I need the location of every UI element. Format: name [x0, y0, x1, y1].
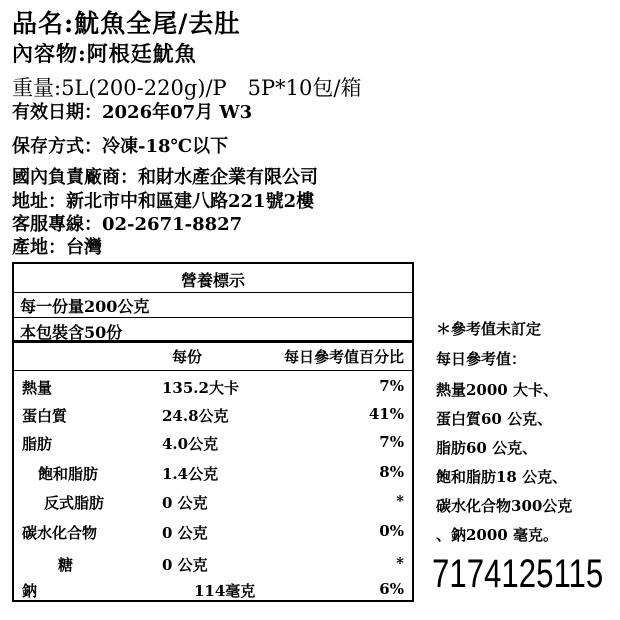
product-name: 品名:魷魚全尾/去肚: [12, 9, 241, 38]
nutrient-amount: 0 公克: [162, 556, 208, 574]
customer-hotline: 客服專線：02-2671-8827: [12, 214, 243, 235]
nutrient-row: [14, 405, 412, 429]
divider: [14, 340, 412, 343]
divider: [14, 370, 412, 371]
col-per-serving: 每份: [172, 348, 203, 366]
nutrient-name: 反式脂肪: [44, 494, 105, 512]
nutrient-pct: 7%: [379, 377, 404, 395]
nutrient-row: [14, 580, 412, 604]
nutrient-name: 飽和脂肪: [38, 465, 99, 483]
servings-per-pack: 本包裝含50份: [20, 323, 123, 342]
nutrient-row: [14, 554, 412, 578]
col-daily-pct: 每日參考值百分比: [283, 348, 404, 366]
nutrient-name: 脂肪: [22, 435, 53, 453]
nutrient-amount: 114毫克: [194, 582, 256, 600]
nutrient-pct: 6%: [379, 580, 404, 598]
product-code: 7174125115: [432, 552, 604, 596]
net-weight: 重量:5L(200-220g)/P 5P*10包/箱: [12, 76, 362, 100]
reference-line: 飽和脂肪18 公克、: [436, 468, 568, 486]
address: 地址：新北市中和區建八路221號2樓: [12, 191, 315, 212]
reference-line: 熱量2000 大卡、: [436, 381, 558, 399]
reference-line: 脂肪60 公克、: [436, 439, 538, 457]
reference-note: ＊參考值未訂定: [436, 320, 542, 338]
nutrient-name: 鈉: [22, 582, 38, 600]
nutrient-pct: *: [396, 554, 404, 572]
nutrient-name: 糖: [58, 556, 74, 574]
manufacturer: 國內負責廠商：和財水產企業有限公司: [12, 167, 318, 188]
nutrient-name: 熱量: [22, 379, 53, 397]
nutrient-row: [14, 377, 412, 401]
nutrition-facts-panel: [12, 262, 414, 602]
nutrient-row: [14, 522, 412, 546]
nutrition-title: 營養標示: [180, 271, 245, 290]
nutrient-row: [14, 433, 412, 457]
place-of-origin: 產地：台灣: [12, 237, 102, 258]
nutrient-amount: 24.8公克: [162, 407, 229, 425]
nutrient-pct: 0%: [379, 522, 404, 540]
serving-size: 每一份量200公克: [20, 297, 150, 316]
contents: 內容物:阿根廷魷魚: [12, 41, 197, 66]
nutrient-amount: 4.0公克: [162, 435, 219, 453]
divider: [14, 317, 412, 318]
storage-method: 保存方式：冷凍-18℃以下: [12, 136, 229, 157]
nutrient-name: 碳水化合物: [22, 524, 98, 542]
nutrient-pct: 8%: [379, 463, 404, 481]
divider: [14, 292, 412, 293]
reference-label: 每日參考值：: [436, 350, 527, 368]
nutrient-amount: 0 公克: [162, 524, 208, 542]
nutrient-row: [14, 463, 412, 487]
reference-line: 蛋白質60 公克、: [436, 410, 553, 428]
expiry-date: 有效日期：2026年07月 W3: [12, 102, 253, 123]
nutrient-pct: 7%: [379, 433, 404, 451]
nutrient-name: 蛋白質: [22, 407, 68, 425]
reference-line: 、鈉2000 毫克。: [436, 526, 558, 544]
nutrient-row: [14, 492, 412, 516]
nutrient-amount: 1.4公克: [162, 465, 219, 483]
nutrient-pct: 41%: [368, 405, 404, 423]
nutrient-amount: 0 公克: [162, 494, 208, 512]
nutrient-pct: *: [396, 492, 404, 510]
reference-line: 碳水化合物300公克: [436, 497, 573, 515]
nutrient-amount: 135.2大卡: [162, 379, 239, 397]
